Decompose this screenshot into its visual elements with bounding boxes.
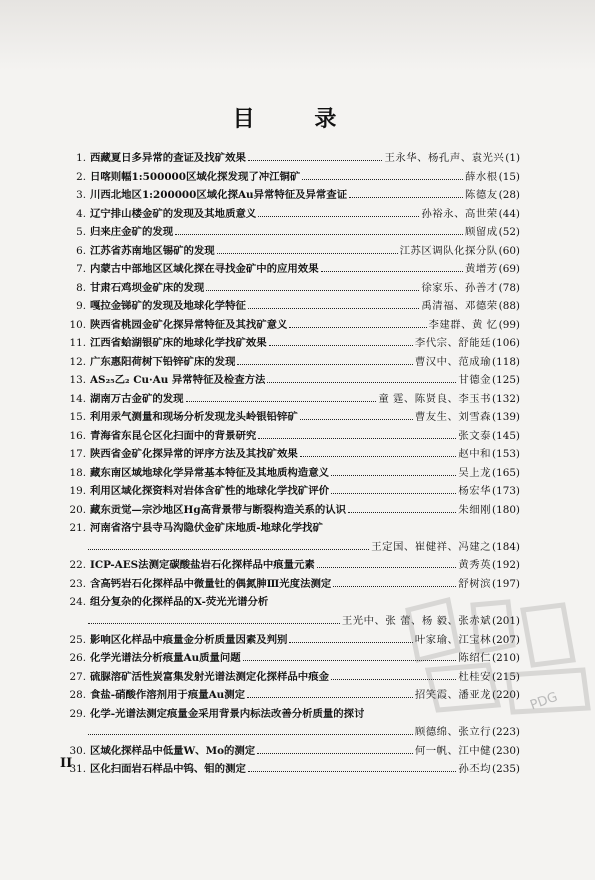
toc-entry-page: (28) bbox=[498, 189, 520, 202]
toc-entry-authors: 薛水根 bbox=[464, 170, 498, 183]
toc-entry-authors: 徐家乐、孙善才 bbox=[421, 281, 498, 294]
toc-entry-title: 甘肃石鸡坝金矿床的发现 bbox=[90, 281, 205, 294]
toc-entry-authors: 顾留成 bbox=[464, 226, 498, 239]
toc-entry-title: 区域化探样品中低量W、Mo的测定 bbox=[90, 744, 256, 757]
dot-leader bbox=[258, 428, 456, 439]
toc-entry-number: 31. bbox=[69, 763, 86, 776]
toc-entry-authors: 吴上龙 bbox=[458, 466, 492, 479]
dot-leader bbox=[302, 169, 463, 180]
toc-entry bbox=[62, 261, 520, 277]
toc-entry-page: (118) bbox=[492, 355, 520, 368]
toc-entry-page: (180) bbox=[492, 503, 520, 516]
dot-leader bbox=[300, 409, 413, 420]
dot-leader bbox=[331, 465, 456, 476]
toc-entry-authors: 招笑霞、潘亚龙 bbox=[414, 689, 492, 702]
toc-entry-number: 11. bbox=[69, 337, 86, 350]
dot-leader bbox=[206, 280, 419, 291]
toc-entry bbox=[62, 632, 520, 648]
toc-entry bbox=[62, 761, 520, 777]
toc-entry-continuation bbox=[86, 613, 520, 629]
toc-entry-number: 2. bbox=[76, 170, 86, 183]
toc-entry bbox=[62, 298, 520, 314]
toc-entry-authors: 禹清福、邓德荣 bbox=[421, 300, 498, 313]
toc-entry bbox=[62, 650, 520, 666]
toc-entry-page: (88) bbox=[498, 300, 520, 313]
toc-entry-title: 青海省东昆仑区化扫面中的背景研究 bbox=[90, 429, 257, 442]
toc-entry-authors: 黄增芳 bbox=[464, 263, 498, 276]
toc-entry-continuation bbox=[86, 724, 520, 740]
toc-entry-number: 8. bbox=[76, 281, 86, 294]
toc-entry-number: 5. bbox=[76, 226, 86, 239]
toc-entry bbox=[62, 594, 520, 610]
toc-entry-page: (197) bbox=[492, 577, 520, 590]
toc-entry-page: (44) bbox=[498, 207, 520, 220]
toc-entry-page: (173) bbox=[492, 485, 520, 498]
toc-entry-title: 嘎拉金锑矿的发现及地球化学特征 bbox=[90, 300, 246, 313]
toc-entry-title: 食盐-硝酸作溶剂用于痕量Au测定 bbox=[90, 689, 246, 702]
toc-entry-authors: 曹汉中、范成瑜 bbox=[414, 355, 492, 368]
toc-entry bbox=[62, 576, 520, 592]
toc-entry bbox=[62, 557, 520, 573]
toc-entry-page: (60) bbox=[498, 244, 520, 257]
toc-entry-title: 西藏夏日多异常的查证及找矿效果 bbox=[90, 152, 246, 164]
dot-leader bbox=[217, 243, 398, 254]
toc-entry-number: 3. bbox=[76, 189, 86, 202]
toc-entry bbox=[62, 187, 520, 203]
toc-entry-authors: 赵中和 bbox=[458, 448, 492, 461]
dot-leader bbox=[88, 724, 413, 735]
toc-entry-page: (15) bbox=[498, 170, 520, 183]
toc-entry-authors: 黄秀英 bbox=[458, 559, 492, 572]
toc-entry-authors: 朱细刚 bbox=[458, 503, 492, 516]
toc-entry bbox=[62, 317, 520, 333]
toc-entry-page: (192) bbox=[492, 559, 520, 572]
dot-leader bbox=[237, 354, 412, 365]
toc-entry bbox=[62, 706, 520, 722]
toc-entry-page: (139) bbox=[492, 411, 520, 424]
toc-entry-page: (69) bbox=[498, 263, 520, 276]
dot-leader bbox=[289, 632, 412, 643]
toc-entry-number: 12. bbox=[69, 355, 86, 368]
toc-entry-page: (201) bbox=[492, 615, 520, 627]
toc-entry bbox=[62, 280, 520, 296]
toc-entry-number: 17. bbox=[69, 448, 86, 461]
toc-entry-number: 22. bbox=[69, 559, 86, 572]
toc-entry-title: 广东惠阳荷树下铅锌矿床的发现 bbox=[90, 355, 236, 368]
toc-entry-authors: 陈德友 bbox=[464, 189, 498, 202]
toc-entry-page: (1) bbox=[505, 152, 520, 164]
toc-entry-authors: 张文泰 bbox=[458, 429, 492, 442]
toc-entry bbox=[62, 446, 520, 462]
toc-entry-number: 29. bbox=[69, 707, 86, 720]
toc-entry-page: (230) bbox=[492, 744, 520, 757]
toc-entry-number: 14. bbox=[69, 392, 86, 405]
toc-entry-title: 江苏省苏南地区锡矿的发现 bbox=[90, 244, 215, 257]
toc-entry-title: 藏东贡觉—宗沙地区Hg高背景带与断裂构造关系的认识 bbox=[90, 503, 347, 516]
toc-entry-page: (52) bbox=[498, 226, 520, 239]
toc-entry-authors: 王定国、崔健祥、冯建之 bbox=[371, 540, 492, 553]
toc-entry bbox=[62, 520, 520, 536]
toc-entry-number: 4. bbox=[76, 207, 86, 220]
toc-entry-title: 利用汞气测量和现场分析发现龙头岭银铅锌矿 bbox=[90, 411, 298, 424]
toc-entry-authors: 孙裕永、高世荣 bbox=[421, 207, 498, 220]
dot-leader bbox=[349, 187, 463, 198]
toc-entry-page: (235) bbox=[492, 763, 520, 776]
toc-entry-number: 24. bbox=[69, 596, 86, 609]
toc-entry-page: (125) bbox=[492, 374, 520, 387]
toc-entry-authors: 王永华、杨孔声、袁光兴 bbox=[384, 152, 505, 164]
toc-entry-page: (210) bbox=[492, 652, 520, 665]
dot-leader bbox=[88, 539, 369, 550]
toc-entry-page: (106) bbox=[492, 337, 520, 350]
dot-leader bbox=[289, 317, 426, 328]
dot-leader bbox=[269, 335, 413, 346]
toc-entry-title: 硫脲溶矿活性炭富集发射光谱法测定化探样品中痕金 bbox=[90, 670, 329, 683]
toc-entry-number: 16. bbox=[69, 429, 86, 442]
toc-entry-authors: 李建群、黄 忆 bbox=[428, 318, 498, 331]
toc-entry bbox=[62, 743, 520, 759]
toc-entry-authors: 江苏区调队化探分队 bbox=[399, 244, 498, 257]
toc-entry-number: 28. bbox=[69, 689, 86, 702]
toc-entry-title: 化学光谱法分析痕量Au质量问题 bbox=[90, 652, 241, 665]
toc-entry-page: (99) bbox=[498, 318, 520, 331]
toc-entry-number: 30. bbox=[69, 744, 86, 757]
toc-entry-number: 21. bbox=[69, 522, 86, 535]
toc-entry-authors: 孙丕均 bbox=[458, 763, 492, 776]
toc-entry-title: 组分复杂的化探样品的X-荧光光谱分析 bbox=[90, 596, 269, 609]
toc-entry-authors: 童 霆、陈贤良、李玉书 bbox=[378, 392, 492, 405]
toc-entry-title: 藏东南区域地球化学异常基本特征及其地质构造意义 bbox=[90, 466, 329, 479]
dot-leader bbox=[321, 261, 463, 272]
toc-entry-number: 15. bbox=[69, 411, 86, 424]
toc-entry bbox=[62, 502, 520, 518]
toc-entry-continuation bbox=[86, 539, 520, 555]
toc-entry-page: (145) bbox=[492, 429, 520, 442]
toc-entry-title: 河南省洛宁县寺马沟隐伏金矿床地质-地球化学找矿 bbox=[90, 522, 323, 535]
toc-entry-title: 归来庄金矿的发现 bbox=[90, 226, 174, 239]
toc-entry-title: ICP-AES法测定碳酸盐岩石化探样品中痕量元素 bbox=[90, 559, 315, 572]
dot-leader bbox=[331, 669, 456, 680]
dot-leader bbox=[247, 687, 413, 698]
toc-entry-number: 10. bbox=[69, 318, 86, 331]
dot-leader bbox=[333, 576, 456, 587]
toc-entry-page: (165) bbox=[492, 466, 520, 479]
toc-entry-page: (132) bbox=[492, 392, 520, 405]
toc-entry bbox=[62, 150, 520, 166]
dot-leader bbox=[267, 372, 456, 383]
toc-entry-authors: 曹友生、刘雪森 bbox=[414, 411, 492, 424]
dot-leader bbox=[331, 483, 456, 494]
toc-entry-number: 1. bbox=[76, 152, 86, 164]
toc-entry bbox=[62, 483, 520, 499]
toc-entry-authors: 王光中、张 蕾、杨 毅、张赤斌 bbox=[341, 615, 492, 627]
dot-leader bbox=[258, 206, 419, 217]
toc-entry bbox=[62, 409, 520, 425]
toc-entry-authors: 陈绍仁 bbox=[458, 652, 492, 665]
toc-entry-authors: 杨宏华 bbox=[458, 485, 492, 498]
page-number: II bbox=[60, 756, 73, 771]
toc-entry bbox=[62, 206, 520, 222]
toc-entry-title: 湖南万古金矿的发现 bbox=[90, 392, 184, 405]
dot-leader bbox=[248, 150, 383, 161]
dot-leader bbox=[175, 224, 463, 235]
toc-entry-number: 25. bbox=[69, 633, 86, 646]
toc-entry bbox=[62, 391, 520, 407]
page-title: 目 录 bbox=[232, 106, 363, 132]
toc-entry-authors: 顾德绵、张立行 bbox=[414, 726, 492, 739]
toc-entry-number: 6. bbox=[76, 244, 86, 257]
watermark-text: PDG bbox=[528, 689, 560, 714]
toc-entry-title: 含高钙岩石化探样品中微量钍的偶氮胂Ⅲ光度法测定 bbox=[90, 577, 332, 590]
toc-entry-page: (207) bbox=[492, 633, 520, 646]
toc-entry-number: 26. bbox=[69, 652, 86, 665]
toc-entry-number: 13. bbox=[69, 374, 86, 387]
dot-leader bbox=[248, 761, 457, 772]
toc-entry-title: 江西省蛤湖银矿床的地球化学找矿效果 bbox=[90, 337, 267, 350]
toc-entry-title: 内蒙古中部地区区域化探在寻找金矿中的应用效果 bbox=[90, 263, 319, 276]
toc-entry-number: 27. bbox=[69, 670, 86, 683]
toc-entry bbox=[62, 465, 520, 481]
toc-entry-title: 区化扫面岩石样品中钨、钼的测定 bbox=[90, 763, 246, 776]
toc-entry-page: (78) bbox=[498, 281, 520, 294]
dot-leader bbox=[186, 391, 377, 402]
toc-entry bbox=[62, 428, 520, 444]
toc-entry-title: 辽宁排山楼金矿的发现及其地质意义 bbox=[90, 207, 257, 220]
toc-entry bbox=[62, 687, 520, 703]
toc-entry-title: 化学-光谱法测定痕量金采用背景内标法改善分析质量的探讨 bbox=[90, 707, 365, 720]
toc-entry-page: (153) bbox=[492, 448, 520, 461]
toc-entry-number: 20. bbox=[69, 503, 86, 516]
toc-entry-page: (215) bbox=[492, 670, 520, 683]
toc-entry-page: (220) bbox=[492, 689, 520, 702]
toc-entry-authors: 甘德金 bbox=[458, 374, 492, 387]
toc-entry bbox=[62, 224, 520, 240]
dot-leader bbox=[248, 298, 420, 309]
dot-leader bbox=[348, 502, 456, 513]
toc-entry bbox=[62, 669, 520, 685]
toc-entry-number: 18. bbox=[69, 466, 86, 479]
toc-entry-number: 9. bbox=[76, 300, 86, 313]
toc-entry-title: AS₂₅乙₂ Cu·Au 异常特征及检查方法 bbox=[90, 374, 266, 387]
toc-entry-title: 影响区化样品中痕量金分析质量因素及判别 bbox=[90, 633, 288, 646]
dot-leader bbox=[257, 743, 413, 754]
toc-entry-number: 23. bbox=[69, 577, 86, 590]
toc-entry bbox=[62, 243, 520, 259]
toc-entry-authors: 何一帆、江中健 bbox=[414, 744, 492, 757]
toc-entry-title: 利用区域化探资料对岩体含矿性的地球化学找矿评价 bbox=[90, 485, 329, 498]
toc-entry bbox=[62, 335, 520, 351]
toc-entry bbox=[62, 169, 520, 185]
toc-entry bbox=[62, 354, 520, 370]
toc-entry-number: 19. bbox=[69, 485, 86, 498]
toc-entry-page: (223) bbox=[492, 726, 520, 739]
toc-entry-page: (184) bbox=[492, 540, 520, 553]
toc-entry-authors: 叶家瑜、江宝林 bbox=[414, 633, 492, 646]
toc-entry-title: 陕西省桃园金矿化探异常特征及其找矿意义 bbox=[90, 318, 288, 331]
dot-leader bbox=[243, 650, 457, 661]
toc-entry-authors: 舒树滨 bbox=[458, 577, 492, 590]
toc-entry-authors: 李代宗、舒能廷 bbox=[414, 337, 492, 350]
toc-entry-title: 日喀则幅1:500000区域化探发现了冲江铜矿 bbox=[90, 170, 301, 183]
dot-leader bbox=[317, 557, 457, 568]
toc-entry-number: 7. bbox=[76, 263, 86, 276]
dot-leader bbox=[300, 446, 457, 457]
dot-leader bbox=[88, 613, 340, 624]
toc-entry-title: 川西北地区1:200000区域化探Au异常特征及异常查证 bbox=[90, 189, 348, 202]
toc-entry-authors: 杜桂安 bbox=[458, 670, 492, 683]
toc-entry-title: 陕西省金矿化探异常的评序方法及其找矿效果 bbox=[90, 448, 298, 461]
toc-entry bbox=[62, 372, 520, 388]
